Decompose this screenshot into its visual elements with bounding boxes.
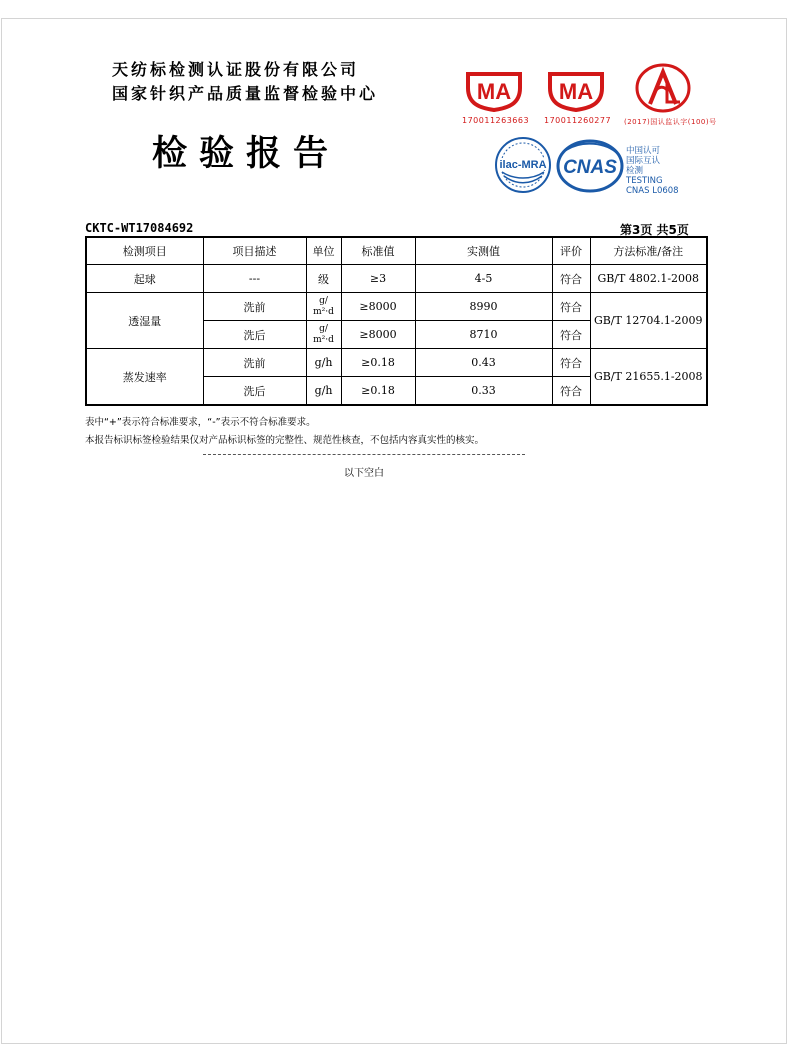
cell-desc: 洗后 xyxy=(203,321,306,349)
cnas-line4: TESTING xyxy=(626,176,663,186)
org-name-line2: 国家针织产品质量监督检验中心 xyxy=(112,84,379,103)
cell-item: 透湿量 xyxy=(86,293,203,349)
unit-bottom: m²·d xyxy=(313,306,334,317)
note-label-scope: 本报告标识标签检验结果仅对产品标识标签的完整性、规范性核查，不包括内容真实性的核实。 xyxy=(85,435,485,446)
report-title: 检验报告 xyxy=(152,133,341,174)
header-measured: 实测值 xyxy=(415,237,552,265)
ma1-number: 170011263663 xyxy=(462,116,530,125)
page-info: 第3页 共5页 xyxy=(620,223,689,237)
cal-text: CAL xyxy=(661,112,665,113)
ilac-mra-logo xyxy=(494,136,552,194)
cal-logo xyxy=(634,62,692,114)
unit-top: g/ xyxy=(319,295,328,306)
cnas-line2: 国际互认 xyxy=(626,156,661,166)
blank-below-marker: 以下空白 xyxy=(344,468,384,479)
cell-item: 蒸发速率 xyxy=(86,349,203,406)
cell-item: 起球 xyxy=(86,265,203,293)
cell-desc: 洗前 xyxy=(203,293,306,321)
cell-unit xyxy=(306,321,341,349)
cnas-logo xyxy=(556,138,624,194)
cell-eval: 符合 xyxy=(552,321,590,349)
cnas-text: CNAS xyxy=(563,157,617,178)
table-row xyxy=(86,293,707,321)
cell-measured: 8990 xyxy=(415,293,552,321)
ma2-text: MA xyxy=(558,79,594,104)
cell-method: GB/T 12704.1-2009 xyxy=(590,293,707,349)
note-symbol-legend: 表中“+”表示符合标准要求，“-”表示不符合标准要求。 xyxy=(85,417,316,428)
cnas-line3: 检测 xyxy=(626,166,644,176)
cell-desc: 洗后 xyxy=(203,377,306,406)
cell-standard: ≥8000 xyxy=(341,321,415,349)
cell-method: GB/T 4802.1-2008 xyxy=(590,265,707,293)
cell-method: GB/T 21655.1-2008 xyxy=(590,349,707,406)
cell-measured: 0.43 xyxy=(415,349,552,377)
org-name-line1: 天纺标检测认证股份有限公司 xyxy=(112,60,360,79)
cell-unit: 级 xyxy=(306,265,341,293)
cell-unit: g/h xyxy=(306,349,341,377)
cnas-line1: 中国认可 xyxy=(626,146,661,156)
header-standard: 标准值 xyxy=(341,237,415,265)
ma1-text: MA xyxy=(476,79,512,104)
ma2-number: 170011260277 xyxy=(544,116,612,125)
table-row xyxy=(86,349,707,377)
header-desc: 项目描述 xyxy=(203,237,306,265)
cell-unit: g/h xyxy=(306,377,341,406)
cma-logo-1 xyxy=(462,70,526,112)
cma-logo-2 xyxy=(544,70,608,112)
cell-desc: 洗前 xyxy=(203,349,306,377)
header-item: 检测项目 xyxy=(86,237,203,265)
cnas-line5: CNAS L0608 xyxy=(626,186,679,196)
unit-bottom: m²·d xyxy=(313,334,334,345)
cell-eval: 符合 xyxy=(552,349,590,377)
cell-standard: ≥3 xyxy=(341,265,415,293)
unit-top: g/ xyxy=(319,323,328,334)
results-table xyxy=(85,236,708,406)
header-unit: 单位 xyxy=(306,237,341,265)
table-row xyxy=(86,265,707,293)
cell-eval: 符合 xyxy=(552,377,590,406)
table-header-row xyxy=(86,237,707,265)
cell-eval: 符合 xyxy=(552,293,590,321)
cell-measured: 0.33 xyxy=(415,377,552,406)
cell-standard: ≥8000 xyxy=(341,293,415,321)
cnas-accreditation-text xyxy=(626,146,679,196)
cell-standard: ≥0.18 xyxy=(341,349,415,377)
cal-number: (2017)国认监认字(100)号 xyxy=(624,118,717,126)
cell-desc: --- xyxy=(203,265,306,293)
cell-standard: ≥0.18 xyxy=(341,377,415,406)
report-number: CKTC-WT17084692 xyxy=(85,221,194,235)
header-method: 方法标准/备注 xyxy=(590,237,707,265)
cell-unit xyxy=(306,293,341,321)
cell-measured: 4-5 xyxy=(415,265,552,293)
header-eval: 评价 xyxy=(552,237,590,265)
cell-measured: 8710 xyxy=(415,321,552,349)
end-divider xyxy=(203,454,525,455)
cell-eval: 符合 xyxy=(552,265,590,293)
ilac-text: ilac-MRA xyxy=(499,159,547,171)
